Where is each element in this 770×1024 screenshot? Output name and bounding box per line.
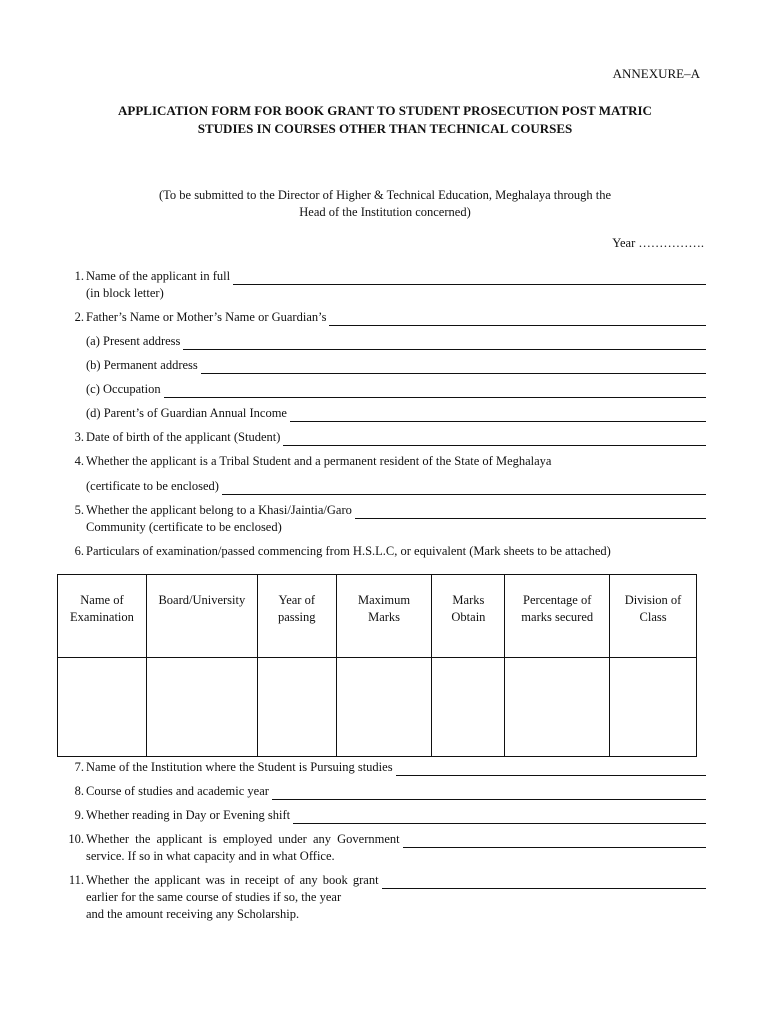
applicant-name-input-line[interactable] <box>233 272 706 285</box>
examination-table <box>57 574 697 757</box>
form-title-line-2: STUDIES IN COURSES OTHER THAN TECHNICAL COURSES <box>197 121 573 136</box>
item-number: 3. <box>74 430 84 444</box>
table-cell-division[interactable] <box>610 658 697 757</box>
tribal-certificate-input-line[interactable] <box>222 482 706 495</box>
form-title <box>60 102 710 138</box>
date-of-birth-input-line[interactable] <box>283 433 706 446</box>
item-number: 1. <box>74 269 84 283</box>
occupation-input-line[interactable] <box>164 385 706 398</box>
table-cell-marks-obtain[interactable] <box>432 658 505 757</box>
item-label: Date of birth of the applicant (Student) <box>86 430 281 444</box>
course-input-line[interactable] <box>272 787 706 800</box>
permanent-address-input-line[interactable] <box>201 361 706 374</box>
table-cell-percentage[interactable] <box>505 658 610 757</box>
item-number: 7. <box>74 760 84 774</box>
table-cell-year[interactable] <box>257 658 336 757</box>
annexure-label: ANNEXURE–A <box>612 66 700 81</box>
item-number: 6. <box>74 544 84 558</box>
table-cell-board[interactable] <box>146 658 257 757</box>
item-number: 11. <box>68 873 84 887</box>
table-cell-examination[interactable] <box>58 658 147 757</box>
shift-input-line[interactable] <box>293 811 706 824</box>
form-subtitle <box>110 187 660 221</box>
annual-income-input-line[interactable] <box>290 409 706 422</box>
item-label: Whether the applicant belong to a Khasi/Jaintia/Garo <box>86 503 352 517</box>
item-number: 9. <box>74 808 84 822</box>
book-grant-input-line[interactable] <box>382 876 706 889</box>
item-label: Course of studies and academic year <box>86 784 269 798</box>
item-label: (d) Parent’s of Guardian Annual Income <box>86 406 287 420</box>
form-title-line-1: APPLICATION FORM FOR BOOK GRANT TO STUDENT PROSECUTION POST MATRIC <box>118 103 652 118</box>
item-sub-label: service. If so in what capacity and in what Office. <box>86 849 335 863</box>
item-label: Whether the applicant is a Tribal Student and a permanent resident of the State of Meghalaya <box>86 454 552 468</box>
year-field: Year ……………. <box>612 236 704 250</box>
subtitle-line-2: Head of the Institution concerned) <box>299 205 471 219</box>
item-label: Whether the applicant is employed under any Government <box>86 832 400 846</box>
item-label: (c) Occupation <box>86 382 161 396</box>
column-header-max-marks: Maximum Marks <box>336 575 432 658</box>
item-number: 8. <box>74 784 84 798</box>
column-header-percentage: Percentage of marks secured <box>505 575 610 658</box>
item-number: 2. <box>74 310 84 324</box>
item-label: Whether the applicant was in receipt of any book grant <box>86 873 379 887</box>
item-label: Father’s Name or Mother’s Name or Guardian’s <box>86 310 327 324</box>
subtitle-line-1: (To be submitted to the Director of Higher & Technical Education, Meghalaya through the <box>158 188 612 202</box>
column-header-year: Year of passing <box>257 575 336 658</box>
community-input-line[interactable] <box>355 506 706 519</box>
table-row <box>58 658 697 757</box>
item-number: 5. <box>74 503 84 517</box>
guardian-name-input-line[interactable] <box>329 313 706 326</box>
item-sub-label: Community (certificate to be enclosed) <box>86 520 282 534</box>
item-label: Whether reading in Day or Evening shift <box>86 808 291 822</box>
item-sub-label: (in block letter) <box>86 286 164 300</box>
column-header-marks-obtain: Marks Obtain <box>432 575 505 658</box>
item-label: (a) Present address <box>86 334 181 348</box>
item-label: Name of the Institution where the Student is Pursuing studies <box>86 760 393 774</box>
item-sub-label: earlier for the same course of studies if so, the year <box>86 890 342 904</box>
item-sub-label: and the amount receiving any Scholarship. <box>86 907 300 921</box>
table-cell-max-marks[interactable] <box>336 658 432 757</box>
column-header-board: Board/University <box>146 575 257 658</box>
item-label: Particulars of examination/passed commencing from H.S.L.C, or equivalent (Mark sheets to be attached) <box>86 544 611 558</box>
table-header-row <box>58 575 697 658</box>
item-label: (certificate to be enclosed) <box>86 479 219 493</box>
employment-input-line[interactable] <box>403 835 706 848</box>
institution-input-line[interactable] <box>396 763 706 776</box>
column-header-examination: Name of Examination <box>58 575 147 658</box>
item-number: 10. <box>68 832 84 846</box>
item-number: 4. <box>74 454 84 468</box>
column-header-division: Division of Class <box>610 575 697 658</box>
present-address-input-line[interactable] <box>183 337 706 350</box>
item-label: Name of the applicant in full <box>86 269 231 283</box>
item-label: (b) Permanent address <box>86 358 198 372</box>
